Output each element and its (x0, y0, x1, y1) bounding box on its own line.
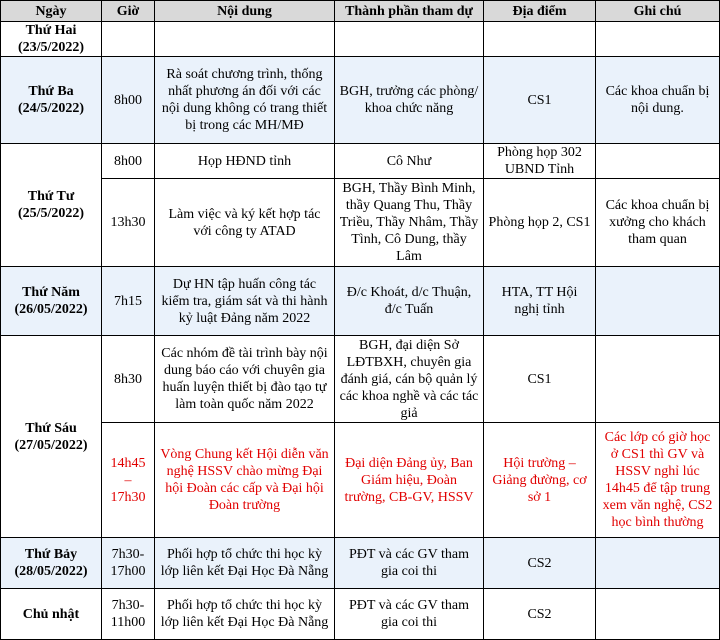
note-cell (596, 336, 720, 423)
content-cell: Rà soát chương trình, thống nhất phương án đối với các nội dung không có trang thiết bị trong các MH/MĐ (155, 57, 335, 144)
location-cell: Phòng họp 2, CS1 (484, 179, 596, 267)
content-cell: Họp HĐND tỉnh (155, 144, 335, 179)
participants-cell: Đ/c Khoát, d/c Thuận, đ/c Tuấn (335, 267, 484, 336)
note-cell (596, 267, 720, 336)
day-date: (26/05/2022) (14, 302, 88, 317)
time-cell (102, 22, 155, 57)
table-row (1, 22, 720, 57)
time-cell: 8h30 (102, 336, 155, 423)
header-day: Ngày (1, 1, 102, 22)
time-cell: 8h00 (102, 144, 155, 179)
participants-cell: BGH, trưởng các phòng/ khoa chức năng (335, 57, 484, 144)
header-time: Giờ (102, 1, 155, 22)
participants-cell: Đại diện Đảng ủy, Ban Giám hiệu, Đoàn trường, CB-GV, HSSV (335, 423, 484, 538)
header-content: Nội dung (155, 1, 335, 22)
table-row (1, 336, 720, 423)
location-cell: Phòng họp 302 UBND Tỉnh (484, 144, 596, 179)
header-note: Ghi chú (596, 1, 720, 22)
participants-cell: Cô Như (335, 144, 484, 179)
header-participants: Thành phần tham dự (335, 1, 484, 22)
day-cell (1, 267, 102, 336)
day-date: (24/5/2022) (17, 101, 85, 116)
location-cell: CS1 (484, 336, 596, 423)
day-cell (1, 538, 102, 589)
participants-cell: PĐT và các GV tham gia coi thi (335, 589, 484, 640)
time-cell: 13h30 (102, 179, 155, 267)
day-name: Thứ Năm (22, 285, 80, 300)
day-date: (23/5/2022) (17, 40, 85, 55)
location-cell: Hội trường – Giảng đường, cơ sở 1 (484, 423, 596, 538)
note-cell: Các khoa chuẩn bị nội dung. (596, 57, 720, 144)
note-cell: Các khoa chuẩn bị xưởng cho khách tham quan (596, 179, 720, 267)
day-cell (1, 22, 102, 57)
participants-cell: BGH, Thầy Bình Minh, thầy Quang Thu, Thầy Triều, Thầy Nhâm, Thầy Tình, Cô Dung, thầy Lâm (335, 179, 484, 267)
participants-cell (335, 22, 484, 57)
table-row (1, 538, 720, 589)
content-cell: Các nhóm đề tài trình bày nội dung báo cáo với chuyên gia huấn luyện thiết bị đào tạo tự làm toàn quốc năm 2022 (155, 336, 335, 423)
table-row (1, 267, 720, 336)
day-name: Thứ Hai (25, 23, 77, 38)
location-cell: CS2 (484, 538, 596, 589)
day-date: (27/05/2022) (14, 437, 88, 453)
content-cell: Làm việc và ký kết hợp tác với công ty ATAD (155, 179, 335, 267)
note-cell (596, 144, 720, 179)
content-cell (155, 22, 335, 57)
content-cell: Phối hợp tổ chức thi học kỳ lớp liên kết Đại Học Đà Nẵng (155, 589, 335, 640)
content-cell: Vòng Chung kết Hội diễn văn nghệ HSSV chào mừng Đại hội Đoàn các cấp và Đại hội Đoàn trường (155, 423, 335, 538)
time-cell: 8h00 (102, 57, 155, 144)
header-row (1, 1, 720, 22)
day-name: Thứ Tư (27, 189, 75, 204)
table-row (1, 144, 720, 179)
table-row (1, 423, 720, 538)
day-name: Thứ Ba (28, 84, 74, 99)
day-name: Chủ nhật (22, 606, 80, 622)
location-cell: CS1 (484, 57, 596, 144)
note-cell (596, 22, 720, 57)
time-cell: 7h30-17h00 (102, 538, 155, 589)
location-cell: CS2 (484, 589, 596, 640)
note-cell (596, 538, 720, 589)
participants-cell: PĐT và các GV tham gia coi thi (335, 538, 484, 589)
header-location: Địa điểm (484, 1, 596, 22)
time-cell: 14h45 – 17h30 (102, 423, 155, 538)
location-cell (484, 22, 596, 57)
table-row (1, 57, 720, 144)
day-cell (1, 57, 102, 144)
day-date: (25/5/2022) (17, 206, 85, 221)
note-cell: Các lớp có giờ học ở CS1 thì GV và HSSV nghỉ lúc 14h45 để tập trung xem văn nghệ, CS2 học bình thường (596, 423, 720, 538)
location-cell: HTA, TT Hội nghị tỉnh (484, 267, 596, 336)
day-cell (1, 144, 102, 267)
day-cell (1, 336, 102, 538)
table-row (1, 179, 720, 267)
day-name: Thứ Sáu (25, 420, 77, 436)
time-cell: 7h15 (102, 267, 155, 336)
content-cell: Phối hợp tổ chức thi học kỳ lớp liên kết Đại Học Đà Nẵng (155, 538, 335, 589)
participants-cell: BGH, đại diện Sở LĐTBXH, chuyên gia đánh giá, cán bộ quản lý các khoa nghề và các tác giả (335, 336, 484, 423)
time-cell: 7h30-11h00 (102, 589, 155, 640)
content-cell: Dự HN tập huấn công tác kiểm tra, giám sát và thi hành kỷ luật Đảng năm 2022 (155, 267, 335, 336)
day-name: Thứ Bảy (24, 547, 78, 562)
day-date: (28/05/2022) (14, 564, 88, 579)
